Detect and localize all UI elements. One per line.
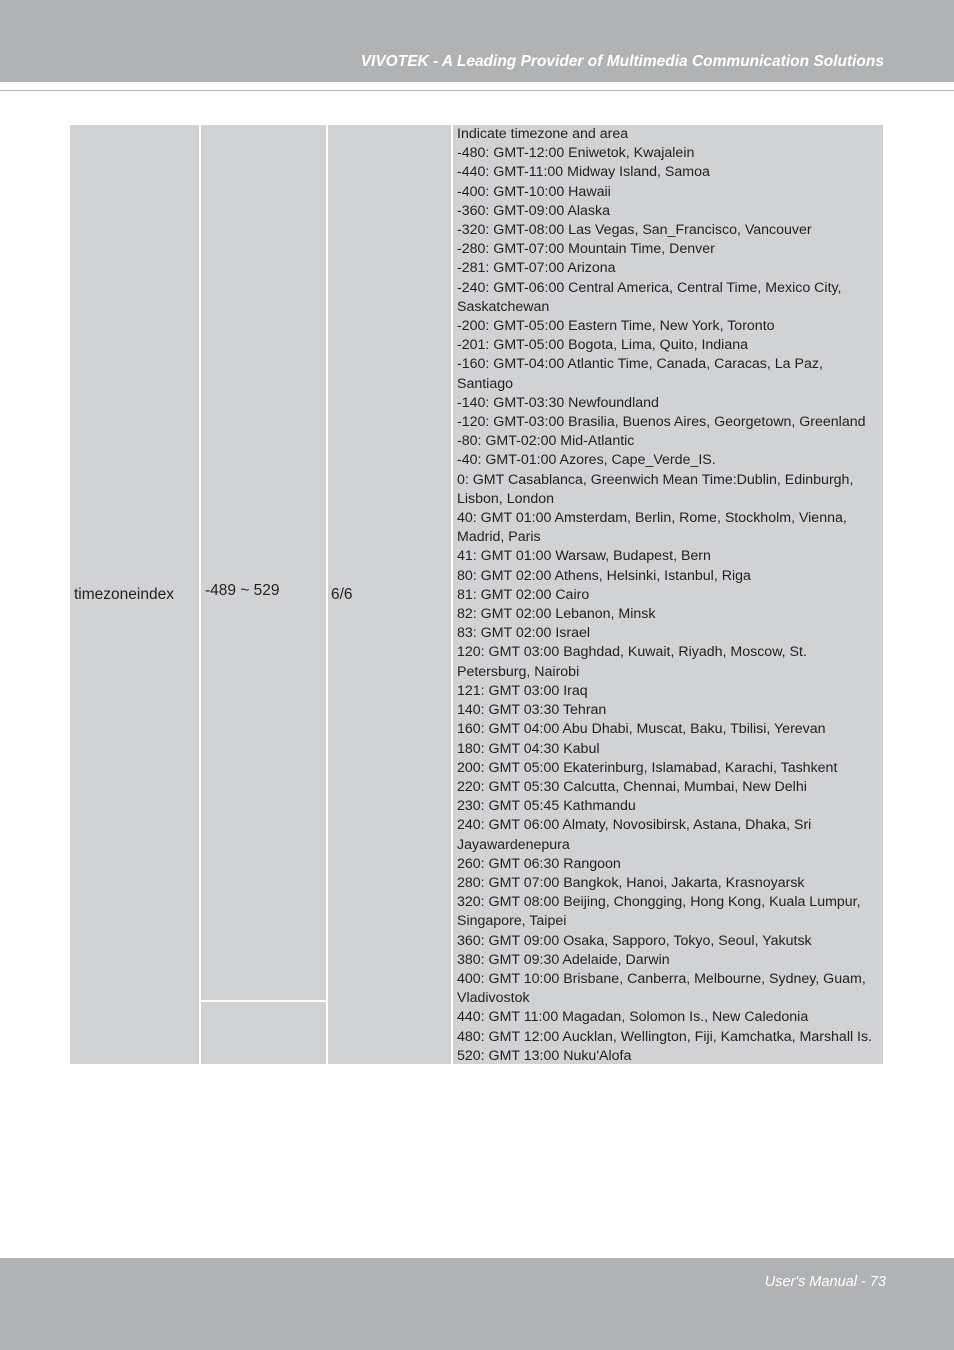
timezone-entry: Saskatchewan xyxy=(457,298,550,315)
header-title: VIVOTEK - A Leading Provider of Multimedia Communication Solutions xyxy=(360,53,884,70)
timezone-entry: -280: GMT-07:00 Mountain Time, Denver xyxy=(457,241,715,258)
timezone-entry: -281: GMT-07:00 Arizona xyxy=(457,260,616,277)
header-divider xyxy=(0,90,954,91)
timezone-entry: 230: GMT 05:45 Kathmandu xyxy=(457,798,636,815)
timezone-entry: Jayawardenepura xyxy=(457,836,570,853)
description-intro: Indicate timezone and area xyxy=(457,126,629,142)
timezone-entry: 520: GMT 13:00 Nuku'Alofa xyxy=(457,1047,632,1064)
timezone-entry: -80: GMT-02:00 Mid-Atlantic xyxy=(457,433,635,450)
page-header xyxy=(0,0,954,82)
timezone-entry: 480: GMT 12:00 Aucklan, Wellington, Fiji, Kamchatka, Marshall Is. xyxy=(457,1028,873,1045)
timezone-entry: -201: GMT-05:00 Bogota, Lima, Quito, Indiana xyxy=(457,337,749,354)
timezone-entry: -440: GMT-11:00 Midway Island, Samoa xyxy=(457,164,710,181)
timezone-entry: 40: GMT 01:00 Amsterdam, Berlin, Rome, Stockholm, Vienna, xyxy=(457,510,847,527)
timezone-entry: 320: GMT 08:00 Beijing, Chongging, Hong Kong, Kuala Lumpur, xyxy=(457,894,861,911)
page-number: User's Manual - 73 xyxy=(764,1274,886,1290)
timezone-entry: 121: GMT 03:00 Iraq xyxy=(457,682,588,699)
timezone-entry: -400: GMT-10:00 Hawaii xyxy=(457,183,611,200)
timezone-entry: 83: GMT 02:00 Israel xyxy=(457,625,591,642)
timezone-entry: 0: GMT Casablanca, Greenwich Mean Time:Dublin, Edinburgh, xyxy=(457,471,854,488)
timezone-entry: -140: GMT-03:30 Newfoundland xyxy=(457,394,659,411)
parameter-name: timezoneindex xyxy=(74,586,174,603)
timezone-entry: 41: GMT 01:00 Warsaw, Budapest, Bern xyxy=(457,548,711,565)
timezone-entry: 180: GMT 04:30 Kabul xyxy=(457,740,600,757)
timezone-entry: Madrid, Paris xyxy=(457,529,541,546)
timezone-entry: -240: GMT-06:00 Central America, Central Time, Mexico City, xyxy=(457,279,842,296)
parameter-table xyxy=(70,125,883,1064)
timezone-entry: Santiago xyxy=(457,375,514,392)
timezone-entry: -320: GMT-08:00 Las Vegas, San_Francisco, Vancouver xyxy=(457,222,812,239)
timezone-entry: 80: GMT 02:00 Athens, Helsinki, Istanbul, Riga xyxy=(457,567,751,584)
timezone-entry: 440: GMT 11:00 Magadan, Solomon Is., New Caledonia xyxy=(457,1009,809,1026)
timezone-entry: -360: GMT-09:00 Alaska xyxy=(457,202,610,219)
timezone-entry: 140: GMT 03:30 Tehran xyxy=(457,702,607,719)
security-level: 6/6 xyxy=(331,586,353,603)
timezone-entry: 200: GMT 05:00 Ekaterinburg, Islamabad, Karachi, Tashkent xyxy=(457,759,838,776)
parameter-name-cell xyxy=(70,125,199,1064)
value-range-cell xyxy=(201,125,326,1000)
timezone-entry: -200: GMT-05:00 Eastern Time, New York, Toronto xyxy=(457,318,775,335)
description-cell xyxy=(453,125,883,1064)
page-footer xyxy=(0,1258,954,1350)
timezone-entry: 82: GMT 02:00 Lebanon, Minsk xyxy=(457,606,656,623)
timezone-entry: 280: GMT 07:00 Bangkok, Hanoi, Jakarta, Krasnoyarsk xyxy=(457,874,805,891)
timezone-entry: -120: GMT-03:00 Brasilia, Buenos Aires, Georgetown, Greenland xyxy=(457,414,866,431)
value-range: -489 ~ 529 xyxy=(205,582,280,599)
timezone-entry: 220: GMT 05:30 Calcutta, Chennai, Mumbai, New Delhi xyxy=(457,778,807,795)
timezone-entry: -480: GMT-12:00 Eniwetok, Kwajalein xyxy=(457,145,695,162)
timezone-entry: Lisbon, London xyxy=(457,490,555,507)
timezone-entry: 400: GMT 10:00 Brisbane, Canberra, Melbourne, Sydney, Guam, xyxy=(457,970,866,987)
timezone-entry: -40: GMT-01:00 Azores, Cape_Verde_IS. xyxy=(457,452,716,469)
timezone-entry: Petersburg, Nairobi xyxy=(457,663,580,680)
timezone-entry: Vladivostok xyxy=(457,990,530,1007)
timezone-entry: 260: GMT 06:30 Rangoon xyxy=(457,855,621,872)
timezone-entry: 160: GMT 04:00 Abu Dhabi, Muscat, Baku, Tbilisi, Yerevan xyxy=(457,721,826,738)
timezone-entry: 81: GMT 02:00 Cairo xyxy=(457,586,590,603)
timezone-description-list xyxy=(457,125,872,1066)
timezone-entry: 360: GMT 09:00 Osaka, Sapporo, Tokyo, Seoul, Yakutsk xyxy=(457,932,812,949)
security-cell xyxy=(328,125,451,1064)
value-range-cell-lower xyxy=(201,1002,326,1064)
timezone-entry: 120: GMT 03:00 Baghdad, Kuwait, Riyadh, Moscow, St. xyxy=(457,644,807,661)
timezone-entry: 380: GMT 09:30 Adelaide, Darwin xyxy=(457,951,670,968)
timezone-entry: -160: GMT-04:00 Atlantic Time, Canada, Caracas, La Paz, xyxy=(457,356,823,373)
timezone-entry: Singapore, Taipei xyxy=(457,913,567,930)
timezone-entry: 240: GMT 06:00 Almaty, Novosibirsk, Astana, Dhaka, Sri xyxy=(457,817,812,834)
